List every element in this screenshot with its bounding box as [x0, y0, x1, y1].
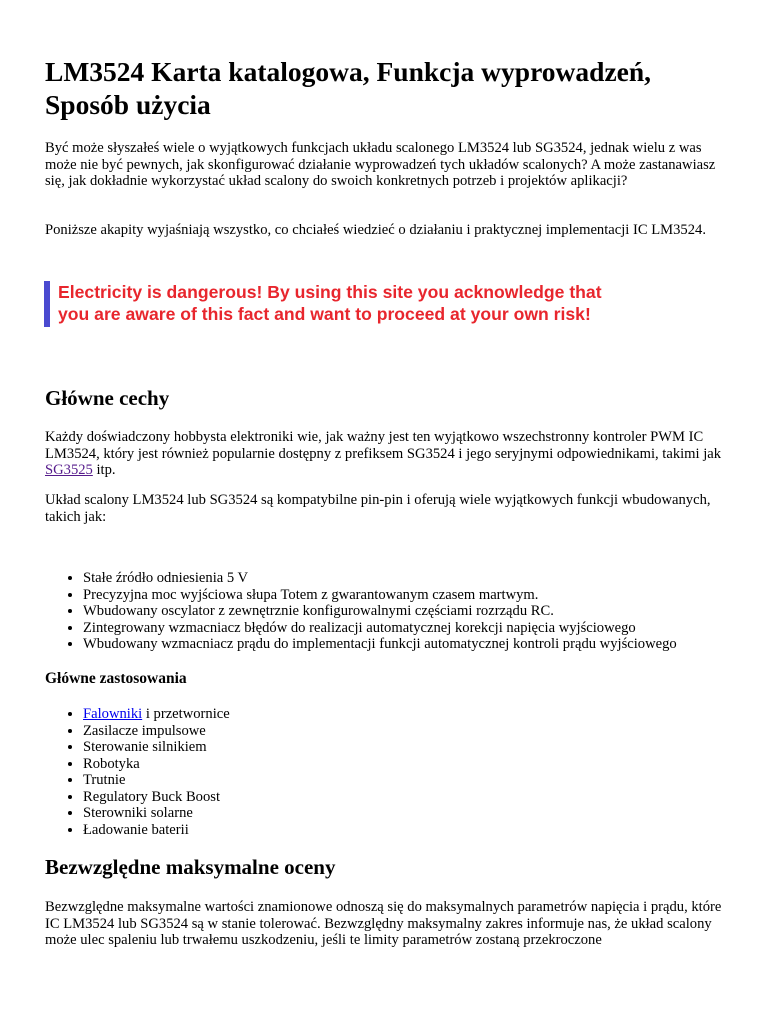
applications-list	[65, 706, 735, 838]
list-item	[83, 706, 735, 723]
list-item: • Regulatory Buck Boost	[83, 789, 735, 806]
ratings-paragraph-1: Bezwzględne maksymalne wartości znamionowe odnoszą się do maksymalnych parametrów napięcia i prądu, które IC LM3524 lub SG3524 są w stanie tolerować. Bezwzględny maksymalny zakres informuje nas, że układ scalony może ulec spaleniu lub trwałemu uszkodzeniu, jeśli te limity parametrów zostaną przekroczone	[45, 899, 722, 948]
features-paragraph-1-tail: itp.	[92, 462, 116, 478]
features-paragraph-2: Układ scalony LM3524 lub SG3524 są kompatybilne pin-pin i oferują wiele wyjątkowych funkcji wbudowanych, takich jak:	[45, 492, 711, 525]
intro-paragraph-2: Poniższe akapity wyjaśniają wszystko, co chciałeś wiedzieć o działaniu i praktycznej implementacji IC LM3524.	[45, 222, 706, 238]
applications-heading: Główne zastosowania	[45, 670, 187, 687]
list-item: • Precyzyjna moc wyjściowa słupa Totem z gwarantowanym czasem martwym.	[83, 587, 735, 604]
warning-line-1: Electricity is dangerous! By using this site you acknowledge that	[58, 282, 602, 302]
falowniki-link[interactable]: Falowniki	[83, 706, 143, 722]
list-item-tail: i przetwornice	[142, 706, 230, 722]
list-item: • Wbudowany oscylator z zewnętrznie konfigurowalnymi częściami rozrządu RC.	[83, 603, 735, 620]
list-item: • Trutnie	[83, 772, 735, 789]
features-paragraph-1	[45, 429, 725, 479]
list-item: • Stałe źródło odniesienia 5 V	[83, 570, 735, 587]
list-item: • Zasilacze impulsowe	[83, 723, 735, 740]
warning-line-2: you are aware of this fact and want to proceed at your own risk!	[58, 304, 591, 324]
features-heading: Główne cechy	[45, 386, 170, 410]
list-item: • Sterowniki solarne	[83, 805, 735, 822]
ratings-heading: Bezwzględne maksymalne oceny	[45, 855, 336, 879]
list-item: • Zintegrowany wzmacniacz błędów do realizacji automatycznej korekcji napięcia wyjściowego	[83, 620, 735, 637]
danger-warning-banner	[44, 281, 684, 327]
features-list	[65, 570, 735, 653]
list-item: • Wbudowany wzmacniacz prądu do implementacji funkcji automatycznej kontroli prądu wyjściowego	[83, 636, 735, 653]
features-paragraph-1-text: Każdy doświadczony hobbysta elektroniki wie, jak ważny jest ten wyjątkowo wszechstronny kontroler PWM IC LM3524, który jest również popularnie dostępny z prefiksem SG3524 i jego seryjnymi odpowiednikami, takimi jak	[45, 429, 722, 462]
page-title: LM3524 Karta katalogowa, Funkcja wyprowadzeń, Sposób użycia	[45, 56, 652, 120]
list-item: • Ładowanie baterii	[83, 822, 735, 839]
sg3525-link[interactable]: SG3525	[45, 462, 93, 478]
list-item: • Sterowanie silnikiem	[83, 739, 735, 756]
intro-paragraph-1: Być może słyszałeś wiele o wyjątkowych funkcjach układu scalonego LM3524 lub SG3524, jednak wielu z was może nie być pewnych, jak skonfigurować działanie wyprowadzeń tych układów scalonych? A może zastanawiasz się, jak dokładnie wykorzystać układ scalony do swoich konkretnych potrzeb i projektów aplikacji?	[45, 140, 716, 189]
list-item: • Robotyka	[83, 756, 735, 773]
